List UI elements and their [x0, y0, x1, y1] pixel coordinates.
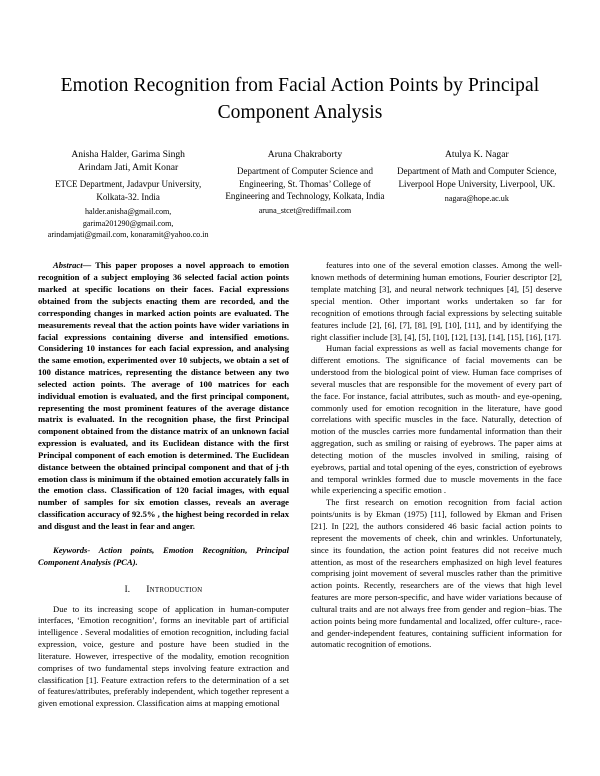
two-column-body [0, 240, 600, 710]
section-title: Introduction [146, 583, 203, 595]
author-list [0, 126, 600, 240]
paragraph: Human facial expressions as well as facial movements change for different emotions. The significance of facial movements can be understood from the biological point of view. Human face comprises of several muscles that are responsible for the movement of every part of the face. For instance, facial attributes, such as mouth- and eye-opening, commonly used for emotion recognition in the literature, have good correlations with specific muscles in the face. Naturally, detection of motion of the muscles carries more fundamental information than their aggregation, such as smiling or raising of eyebrows. The paper aims at detecting motion of the muscles involved in smiling, raising of eyebrows, partial and total opening of the eyes, constriction of eyebrows and temporal wrinkles formed due to muscle movements in the face while experiencing a specific emotion . [311, 343, 562, 496]
paragraph: The first research on emotion recognition from facial action points/units is by Ekman (1975) [11], followed by Ekman and Frisen [21]. In [22], the authors considered 46 basic facial action points to represent the movements of cheek, chin and wrinkles. Unfortunately, since its foundation, the action point features did not receive much attention, as most of the researchers emphasized on high level features comprising joint movement of several muscles rather than the primitive action points. Recently, researchers are of the views that high level features are more person-specific, and have wider variations because of cultural traits and are not always free from gender and region−bias. The action points being more fundamental and localized, offer culture-, race- and gender-independent features, containing sufficient information for automatic recognition of emotions. [311, 497, 562, 650]
paragraph: Due to its increasing scope of application in human-computer interfaces, ‘Emotion recognition’, forms an inevitable part of artificial intelligence . Several modalities of emotion recognition, including facial expression, voice, gesture and posture have been studied in the literature. However, irrespective of the modality, emotion recognition comprises of two fundamental steps involving feature extraction and classification [1]. Feature extraction refers to the determination of a set of features/attributes, preferably independent, which together represent a given emotional expression. Classification aims at mapping emotional [38, 603, 289, 709]
author-emails: nagara@hope.ac.uk [444, 194, 509, 204]
page-title: Emotion Recognition from Facial Action Points by Principal Component Analysis [60, 75, 540, 123]
author-emails: aruna_stcet@rediffmail.com [258, 206, 352, 216]
column-right [311, 260, 562, 710]
author-affiliation: Department of Math and Computer Science, Liverpool Hope University, Liverpool, UK. [397, 166, 557, 189]
keywords-line: Keywords- Action points, Emotion Recognition, Principal Component Analysis (PCA). [38, 544, 289, 567]
abstract-label: Abstract— [53, 260, 92, 271]
paragraph: features into one of the several emotion classes. Among the well-known methods of determining human emotions, Fourier descriptor [2], template matching [3], and neural network techniques [4], [5] deserve special mention. Other important works undertaken so far for recognition of emotions through facial expressions by selecting suitable features include [2], [6], [7], [8], [9], [10], [11], and by identifying the right classifier include [3], [4], [5], [10], [12], [13], [14], [15], [16], [17]. [311, 260, 562, 342]
author-names: Aruna Chakraborty [267, 149, 343, 160]
author-names: Atulya K. Nagar [444, 149, 509, 160]
author-affiliation: Department of Computer Science and Engineering, St. Thomas’ College of Engineering and Technology, Kolkata, India [225, 166, 385, 202]
abstract-text: This paper proposes a novel approach to emotion recognition of a subject employing 36 selected facial action points marked at specific locations on their faces. Facial expressions obtained from the subjects enacting them are recorded, and the corresponding changes in marked action points are evaluated. The measurements reveal that the action points have wider variations in facial expressions containing diverse and intensified emotions. Considering 10 instances for each facial expression, and analysing the same emotion, experimented over 10 subjects, we obtain a set of 100 distance matrices, representing the distance between any two selected action points. The average of 100 matrices for each individual emotion is evaluated, and the first principal component, representing the most prominent features of the average distance matrix is evaluated. In the recognition phase, the first Principal component obtained from the distance matrix of an unknown facial expression is evaluated, and its Euclidean distance with the first Principal component of each emotion is determined. The Euclidean distance between the obtained principal component and that of j-th emotion class is minimum if the obtained emotion accurately falls in the emotion class. Classification of 120 facial images, with equal number of samples for six emotion classes, reveals an average classification accuracy of 92.5% , the highest being recorded in relax and disgust and the least in fear and anger. [38, 260, 289, 531]
author-names: Anisha Halder, Garima Singh Arindam Jati, Amit Konar [71, 149, 185, 174]
section-numeral: I. [124, 583, 131, 594]
title-block [0, 0, 600, 126]
author-emails: halder.anisha@gmail.com, garima201290@gmail.com, arindamjati@gmail.com, konaramit@yahoo.co.in [47, 207, 209, 240]
author-block-2 [218, 148, 391, 240]
author-affiliation: ETCE Department, Jadavpur University, Kolkata-32. India [55, 179, 202, 202]
abstract-paragraph [38, 260, 289, 532]
author-block-1 [38, 148, 218, 240]
section-heading-introduction [38, 584, 289, 595]
column-left [38, 260, 289, 710]
author-block-3 [392, 148, 562, 240]
